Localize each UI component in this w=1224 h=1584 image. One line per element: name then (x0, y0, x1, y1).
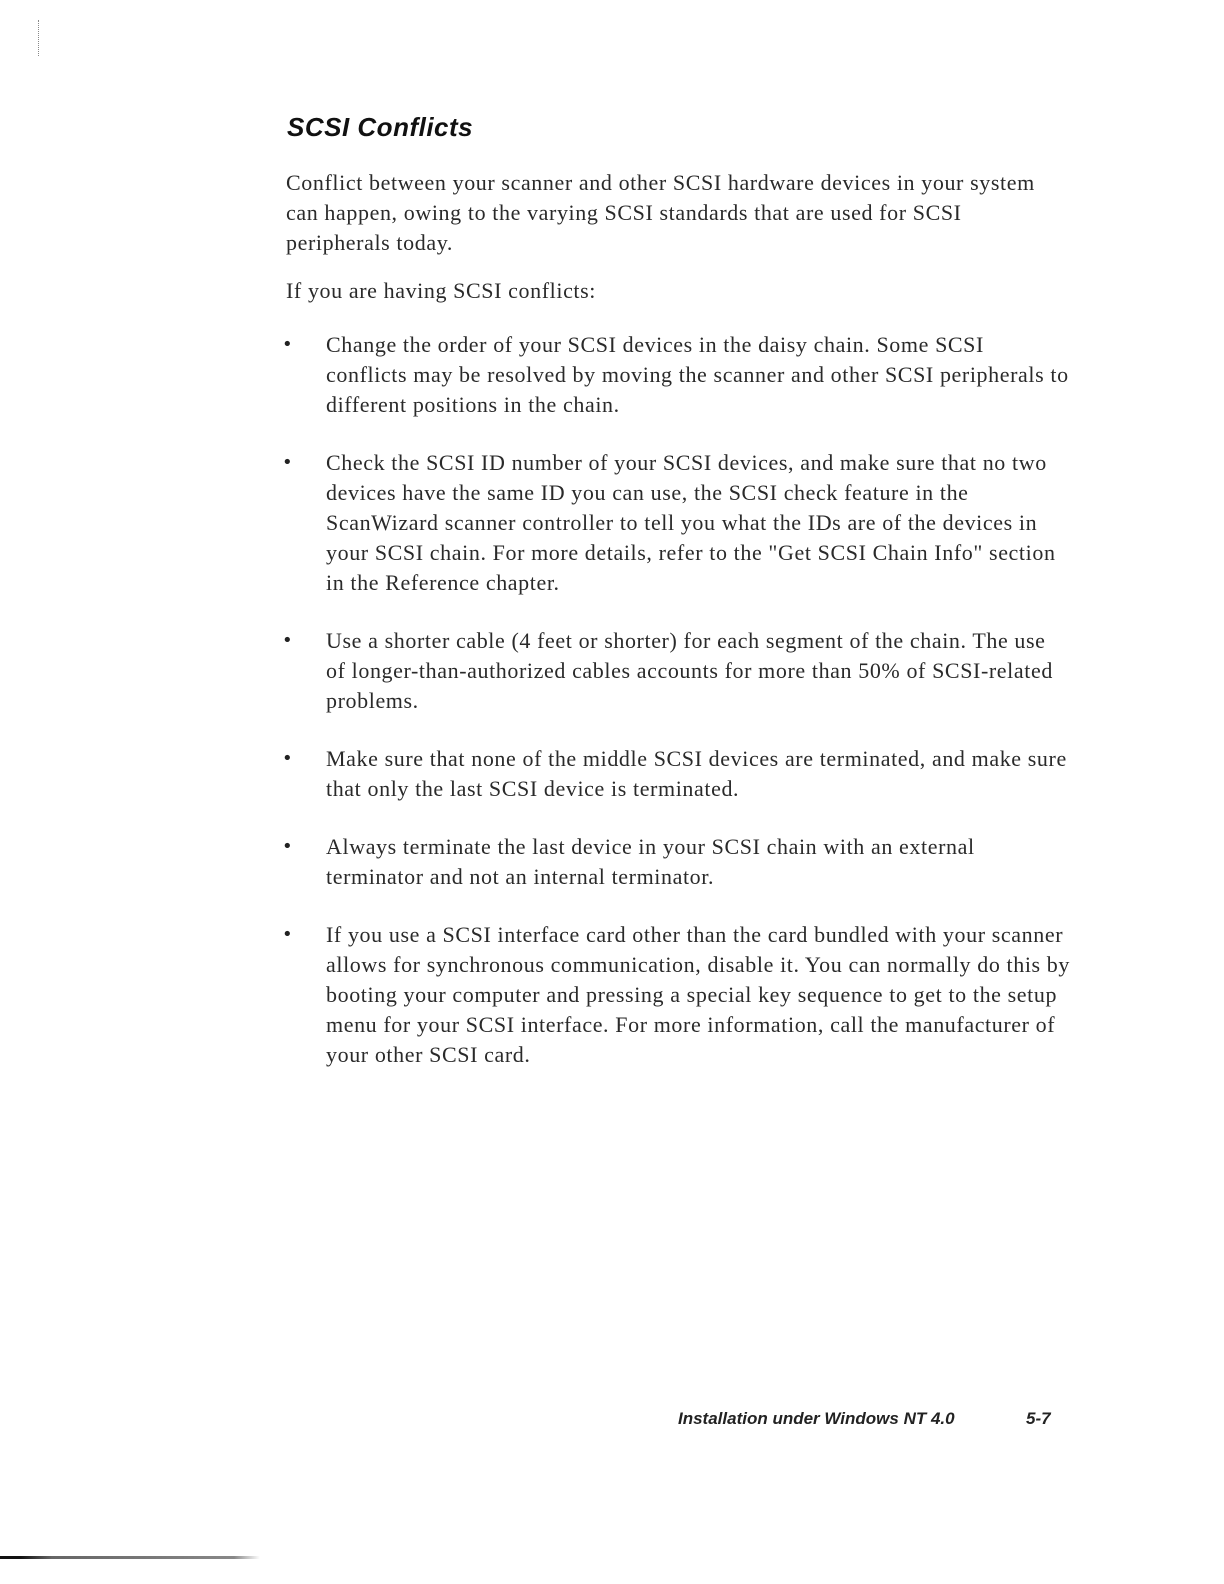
list-item-text: Check the SCSI ID number of your SCSI devices, and make sure that no two devices have the same ID you can use, the SCSI check feature in the ScanWizard scanner controller to tell you what the IDs are of the devices in your SCSI chain. For more details, refer to the "Get SCSI Chain Info" section in the Reference chapter. (326, 450, 1056, 595)
list-item-text: Change the order of your SCSI devices in the daisy chain. Some SCSI conflicts may be resolved by moving the scanner and other SCSI peripherals to different positions in the chain. (326, 332, 1069, 417)
bullet-icon: • (282, 334, 294, 355)
conflict-tips-list (280, 330, 1070, 1098)
footer-page-number: 5-7 (1026, 1409, 1051, 1428)
list-item-text: If you use a SCSI interface card other than the card bundled with your scanner allows for synchronous communication, disable it. You can normally do this by booting your computer and pressing a special key sequence to get to the setup menu for your SCSI interface. For more information, call the manufacturer of your other SCSI card. (326, 922, 1071, 1067)
list-item-text: Always terminate the last device in your SCSI chain with an external terminator and not an internal terminator. (326, 834, 975, 889)
list-item-text: Use a shorter cable (4 feet or shorter) for each segment of the chain. The use of longer-than-authorized cables accounts for more than 50% of SCSI-related problems. (326, 628, 1053, 713)
lead-paragraph: If you are having SCSI conflicts: (286, 278, 597, 303)
scan-artifact (38, 20, 41, 56)
list-item-text: Make sure that none of the middle SCSI devices are terminated, and make sure that only the last SCSI device is terminated. (326, 746, 1067, 801)
list-item (280, 920, 1070, 1070)
footer-chapter-title: Installation under Windows NT 4.0 (678, 1409, 955, 1428)
list-item (280, 448, 1070, 598)
list-item (280, 330, 1070, 420)
scan-edge-artifact (0, 1556, 260, 1559)
list-item (280, 626, 1070, 716)
list-item (280, 744, 1070, 804)
bullet-icon: • (282, 452, 294, 473)
bullet-icon: • (282, 924, 294, 945)
bullet-icon: • (282, 836, 294, 857)
intro-paragraph: Conflict between your scanner and other SCSI hardware devices in your system can happen, owing to the varying SCSI standards that are used for SCSI peripherals today. (286, 170, 1035, 255)
bullet-icon: • (282, 748, 294, 769)
bullet-icon: • (282, 630, 294, 651)
list-item (280, 832, 1070, 892)
section-title: SCSI Conflicts (287, 112, 474, 142)
